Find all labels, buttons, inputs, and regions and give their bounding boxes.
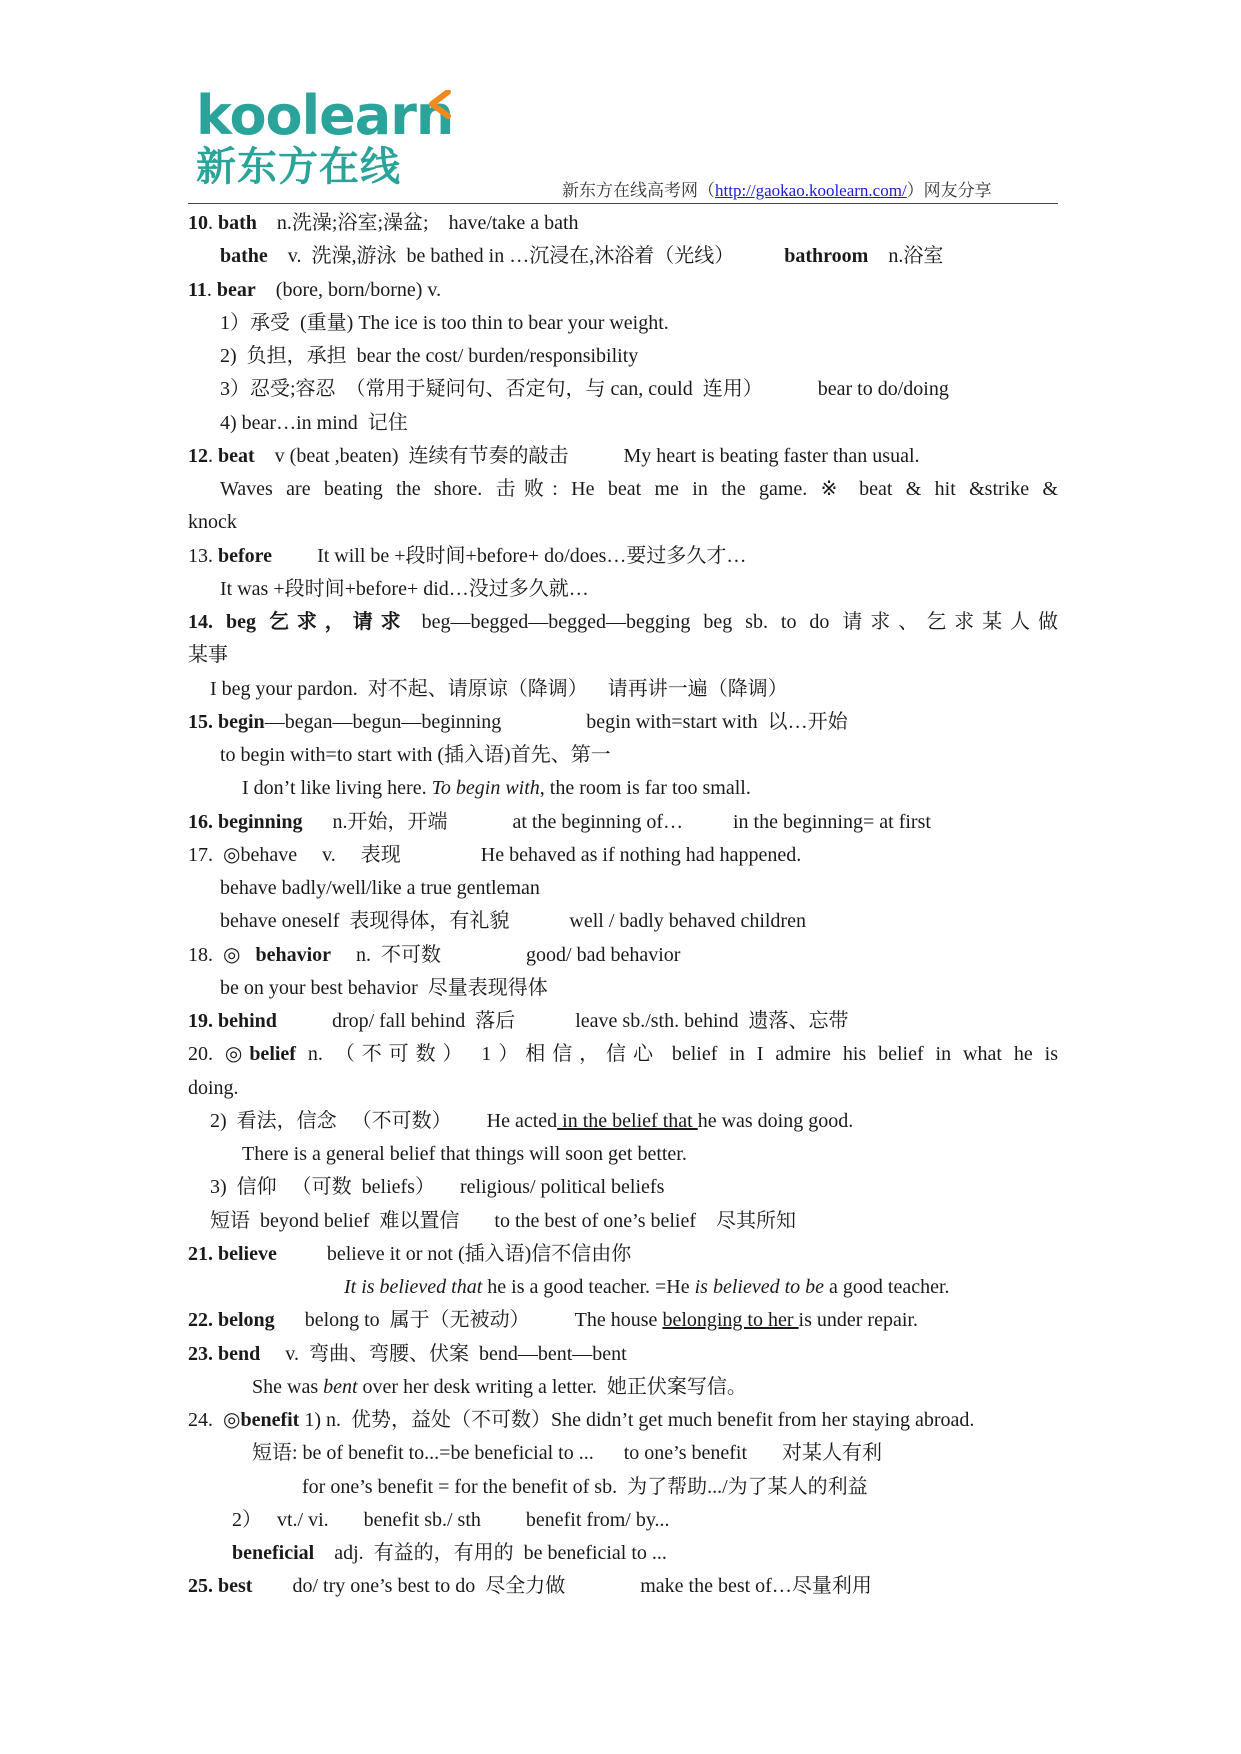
site-suffix: ）网友分享: [906, 181, 992, 200]
text-segment: for one’s benefit = for the benefit of sb. 为了帮助.../为了某人的利益: [302, 1475, 868, 1498]
text-segment: belong to 属于（无被动） The house: [274, 1309, 663, 1332]
text-line: [188, 806, 1058, 839]
text-segment: to begin with=to start with (插入语)首先、第一: [220, 744, 611, 766]
text-line: [188, 307, 1058, 340]
text-segment: 15. begin: [188, 710, 265, 733]
text-line: [188, 1271, 1058, 1304]
text-segment: bathe: [220, 245, 268, 268]
logo-text-top: koolearn: [196, 84, 454, 147]
text-segment: is believed to be: [694, 1276, 825, 1298]
text-segment: a good teacher.: [824, 1276, 950, 1298]
text-segment: Waves are beating the shore. 击败: He beat me in the game. ※ beat & hit &strike &: [220, 478, 1058, 500]
text-line: [188, 1072, 1058, 1105]
text-segment: I beg your pardon. 对不起、请原谅（降调） 请再讲一遍（降调）: [210, 677, 788, 700]
text-line: [188, 1138, 1058, 1171]
text-segment: v. 洗澡,游泳 be bathed in …沉浸在,沐浴着（光线）: [267, 245, 785, 268]
text-line: [188, 1371, 1058, 1404]
text-segment: belonging to her: [662, 1309, 799, 1332]
text-segment: belief: [249, 1043, 296, 1066]
text-segment: It was +段时间+before+ did…没过多久就…: [220, 577, 589, 600]
text-segment: It is believed that: [344, 1276, 483, 1298]
text-line: [188, 540, 1058, 573]
text-line: [188, 407, 1058, 440]
text-line: [188, 1338, 1058, 1371]
text-segment: bear: [216, 278, 256, 301]
text-line: [188, 772, 1058, 805]
text-segment: To begin with: [431, 777, 540, 800]
text-line: [188, 207, 1058, 240]
text-line: [188, 1471, 1058, 1504]
text-line: [188, 1105, 1058, 1138]
text-line: [188, 706, 1058, 739]
text-segment: 20. ◎: [188, 1043, 250, 1066]
text-line: [188, 972, 1058, 1005]
text-segment: v (beat ,beaten) 连续有节奏的敲击 My heart is beating faster than usual.: [254, 444, 920, 467]
text-line: [188, 1304, 1058, 1337]
text-segment: be on your best behavior 尽量表现得体: [220, 976, 548, 999]
text-line: [188, 240, 1058, 273]
text-segment: 19. behind: [188, 1010, 277, 1032]
text-line: [188, 1570, 1058, 1603]
text-line: [188, 340, 1058, 373]
text-segment: 2) 负担，承担 bear the cost/ burden/responsibility: [220, 345, 639, 367]
text-line: [188, 573, 1058, 606]
text-line: [188, 1238, 1058, 1271]
text-segment: 3）忍受;容忍 （常用于疑问句、否定句，与 can, could 连用） bear to do/doing: [220, 378, 949, 401]
text-segment: beat: [218, 444, 255, 467]
text-segment: 18. ◎: [188, 943, 256, 966]
text-line: [188, 739, 1058, 772]
text-segment: is under repair.: [798, 1309, 918, 1332]
text-segment: doing.: [188, 1076, 239, 1099]
text-line: [188, 639, 1058, 672]
text-segment: 11: [188, 278, 207, 301]
text-segment: 2) 看法，信念 （不可数） He acted: [210, 1109, 558, 1132]
text-segment: .: [206, 278, 217, 301]
koolearn-logo: [196, 86, 456, 196]
text-line: [188, 839, 1058, 872]
text-segment: n. （不可数） 1）相信，信心 belief in I admire his belief in what he is: [295, 1043, 1058, 1066]
header-divider: [188, 203, 1058, 204]
text-segment: 1) n. 优势，益处（不可数）She didn’t get much benefit from her staying abroad.: [299, 1409, 975, 1431]
text-segment: bath: [218, 212, 257, 234]
text-line: [188, 905, 1058, 938]
text-line: [188, 673, 1058, 706]
text-segment: 16. beginning: [188, 810, 303, 833]
text-line: [188, 506, 1058, 539]
text-segment: beg—begged—begged—begging beg sb. to do 请求、乞求某人做: [408, 611, 1058, 633]
text-segment: 12: [188, 444, 208, 467]
text-line: [188, 1038, 1058, 1071]
text-segment: 短语: be of benefit to...=be beneficial to ... to one’s benefit 对某人有利: [252, 1442, 883, 1465]
text-segment: .: [208, 212, 218, 234]
text-line: [188, 1205, 1058, 1238]
text-segment: behavior: [255, 943, 332, 966]
text-segment: adj. 有益的，有用的 be beneficial to ...: [314, 1542, 667, 1564]
text-segment: 17. ◎behave v. 表现 He behaved as if nothing had happened.: [188, 843, 802, 866]
text-segment: 某事: [188, 644, 228, 667]
text-segment: 14. beg 乞求，请求: [188, 611, 409, 633]
text-segment: 10: [188, 212, 208, 234]
text-segment: n.浴室: [868, 245, 944, 268]
site-link[interactable]: http://gaokao.koolearn.com/: [715, 181, 907, 200]
text-segment: 25. best: [188, 1575, 253, 1598]
text-segment: do/ try one’s best to do 尽全力做 make the best of…尽量利用: [252, 1575, 872, 1598]
text-line: [188, 473, 1058, 506]
text-segment: 21. believe: [188, 1242, 277, 1265]
text-segment: n.洗澡;浴室;澡盆; have/take a bath: [256, 212, 579, 234]
text-line: [188, 274, 1058, 307]
text-segment: , the room is far too small.: [539, 777, 751, 800]
text-segment: 24. ◎: [188, 1409, 241, 1431]
text-segment: 4) bear…in mind 记住: [220, 411, 408, 434]
text-line: [188, 1504, 1058, 1537]
text-segment: 2） vt./ vi. benefit sb./ sth benefit from/ by...: [232, 1508, 670, 1531]
text-line: [188, 939, 1058, 972]
text-segment: benefit: [240, 1409, 300, 1431]
vocabulary-content: [188, 207, 1058, 1604]
text-line: [188, 606, 1058, 639]
site-prefix: 新东方在线高考网（: [562, 181, 715, 200]
text-segment: I don’t like living here.: [242, 777, 432, 800]
text-segment: 23. bend: [188, 1342, 261, 1365]
text-line: [188, 1171, 1058, 1204]
text-line: [188, 373, 1058, 406]
text-segment: bathroom: [784, 245, 869, 268]
text-segment: 3) 信仰 （可数 beliefs） religious/ political beliefs: [210, 1176, 665, 1199]
text-segment: he is a good teacher. =He: [482, 1276, 695, 1298]
text-segment: —began—begun—beginning begin with=start with 以…开始: [264, 710, 848, 733]
text-line: [188, 872, 1058, 905]
logo-arrow-icon: [424, 90, 452, 120]
text-segment: behave badly/well/like a true gentleman: [220, 877, 540, 899]
text-segment: beneficial: [232, 1542, 315, 1564]
text-segment: over her desk writing a letter. 她正伏案写信。: [357, 1375, 747, 1398]
text-line: [188, 1404, 1058, 1437]
text-line: [188, 1005, 1058, 1038]
text-segment: There is a general belief that things will soon get better.: [242, 1143, 687, 1165]
text-segment: It will be +段时间+before+ do/does…要过多久才…: [272, 544, 747, 567]
text-line: [188, 440, 1058, 473]
text-segment: believe it or not (插入语)信不信由你: [276, 1242, 632, 1265]
text-segment: (bore, born/borne) v.: [255, 278, 442, 301]
text-segment: 13.: [188, 544, 218, 567]
text-segment: n.开始，开端 at the beginning of… in the beginning= at first: [302, 810, 931, 833]
text-segment: 22. belong: [188, 1309, 275, 1332]
text-segment: he was doing good.: [697, 1109, 854, 1132]
text-segment: 短语 beyond belief 难以置信 to the best of one’s belief 尽其所知: [210, 1209, 797, 1232]
text-segment: before: [218, 544, 273, 567]
text-line: [188, 1537, 1058, 1570]
text-segment: in the belief that: [557, 1109, 698, 1132]
text-segment: bent: [323, 1375, 358, 1398]
text-segment: She was: [252, 1375, 324, 1398]
text-segment: v. 弯曲、弯腰、伏案 bend—bent—bent: [260, 1342, 627, 1365]
logo-text-bottom: 新东方在线: [196, 144, 401, 190]
text-segment: .: [208, 444, 218, 467]
site-attribution: [562, 176, 992, 201]
text-segment: drop/ fall behind 落后 leave sb./sth. behind 遗落、忘带: [276, 1010, 849, 1032]
text-segment: n. 不可数 good/ bad behavior: [331, 943, 681, 966]
text-segment: behave oneself 表现得体，有礼貌 well / badly behaved children: [220, 910, 806, 933]
text-line: [188, 1437, 1058, 1470]
text-segment: 1）承受 (重量) The ice is too thin to bear your weight.: [220, 311, 669, 334]
text-segment: knock: [188, 511, 237, 534]
